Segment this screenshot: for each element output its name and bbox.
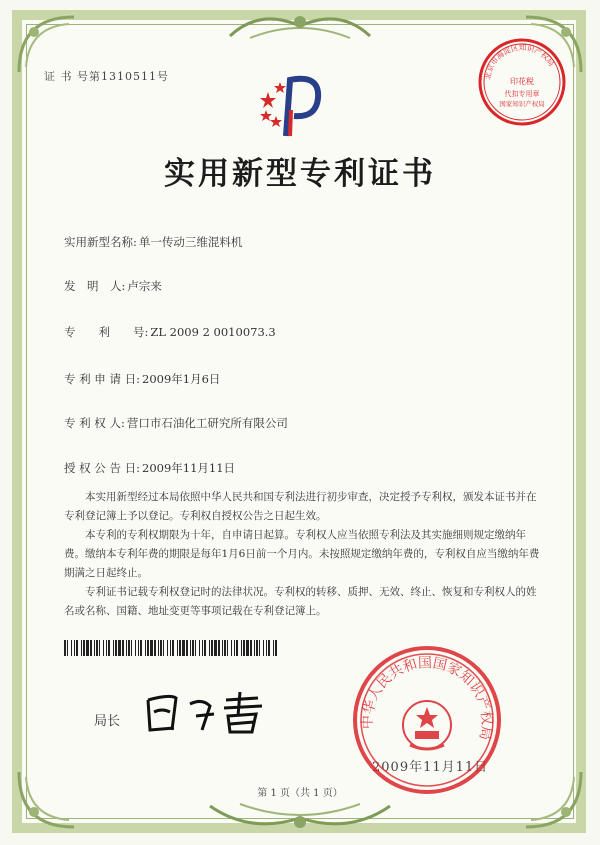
field-value: 营口市石油化工研究所有限公司 <box>126 416 288 430</box>
barcode-bar <box>81 640 82 656</box>
barcode-bar <box>192 640 194 656</box>
certificate-body <box>64 488 544 621</box>
barcode-bar <box>214 640 217 656</box>
barcode-bar <box>199 640 200 656</box>
barcode-bar <box>222 640 223 656</box>
national-ip-office-seal <box>352 645 502 795</box>
barcode-bar <box>103 640 104 656</box>
bottom-ornament <box>200 796 400 836</box>
field-utility-model-name <box>64 234 242 250</box>
barcode-bar <box>266 640 267 656</box>
seal-ring-text: 北京市海淀区知识产权局 <box>482 42 557 81</box>
seal-line-1: 代扣专用章 <box>504 90 540 98</box>
paragraph-legal-status: 专利证书记载专利权登记时的法律状况。专利权的转移、质押、无效、终止、恢复和专利权人的姓名或名称、国籍、地址变更等事项记载在专利登记簿上。 <box>64 586 537 617</box>
paragraph-grant: 本实用新型经过本局依照中华人民共和国专利法进行初步审查，决定授予专利权，颁发本证书并在专利登记簿上予以登记。专利权自授权公告之日起生效。 <box>64 491 537 522</box>
barcode-bar <box>74 640 75 656</box>
barcode-bar <box>273 640 274 656</box>
barcode-bar <box>99 640 100 656</box>
barcode-bar <box>64 640 66 656</box>
field-value: ZL 2009 2 0010073.3 <box>150 325 276 339</box>
barcode-bar <box>83 640 85 656</box>
field-grant-date <box>64 460 235 476</box>
barcode-bar <box>163 640 164 656</box>
barcode-bar <box>177 640 178 656</box>
barcode-bar <box>150 640 153 656</box>
barcode-bar <box>236 640 238 656</box>
barcode-bar <box>94 640 95 656</box>
barcode-bar <box>113 640 114 656</box>
barcode-bar <box>135 640 136 656</box>
barcode-bar <box>227 640 228 656</box>
barcode-bar <box>243 640 245 656</box>
barcode <box>64 640 279 656</box>
barcode-bar <box>241 640 242 656</box>
barcode-bar <box>86 640 89 656</box>
barcode-bar <box>234 640 235 656</box>
barcode-bar <box>186 640 188 656</box>
field-value: 2009年11月11日 <box>142 461 236 475</box>
director-signature <box>140 686 270 736</box>
field-value: 卢宗来 <box>127 279 162 293</box>
barcode-bar <box>254 640 255 656</box>
barcode-bar <box>115 640 117 656</box>
barcode-bar <box>147 640 149 656</box>
barcode-bar <box>71 640 72 656</box>
barcode-bar <box>179 640 181 656</box>
page-number: 第 1 页（共 1 页） <box>257 788 343 799</box>
barcode-bar <box>76 640 78 656</box>
barcode-bar <box>204 640 206 656</box>
field-label: 专 利 权 人: <box>64 416 125 430</box>
barcode-bar <box>106 640 107 656</box>
barcode-bar <box>211 640 213 656</box>
top-ornament <box>220 8 380 44</box>
barcode-bar <box>167 640 168 656</box>
barcode-bar <box>190 640 191 656</box>
barcode-bar <box>170 640 171 656</box>
barcode-bar <box>246 640 249 656</box>
field-inventor <box>64 278 162 294</box>
barcode-bar <box>263 640 264 656</box>
barcode-bar <box>90 640 92 656</box>
tax-stamp-seal <box>476 36 568 128</box>
barcode-bar <box>96 640 98 656</box>
barcode-bar <box>122 640 124 656</box>
national-emblem-icon <box>403 701 451 749</box>
barcode-bar <box>209 640 210 656</box>
issue-date: 2009年11月11日 <box>372 760 489 775</box>
barcode-bar <box>172 640 174 656</box>
field-label: 专 利 申 请 日: <box>64 372 140 386</box>
barcode-bar <box>259 640 260 656</box>
certificate-number: 证 书 号第1310511号 <box>44 70 169 83</box>
field-label: 专 利 号: <box>64 325 149 339</box>
paragraph-term: 本专利的专利权期限为十年，自申请日起算。专利权人应当依照专利法及其实施细则规定缴纳年费。缴纳本专利年费的期限是每年1月6日前一个月内。未按照规定缴纳年费的，专利权自应当缴纳年费期满之日起终止。 <box>64 529 540 579</box>
barcode-bar <box>126 640 127 656</box>
seal-center-text: 印花税 <box>510 77 534 86</box>
barcode-bar <box>128 640 130 656</box>
field-value: 2009年1月6日 <box>142 372 221 386</box>
barcode-bar <box>256 640 258 656</box>
certificate-title: 实用新型专利证书 <box>164 156 436 192</box>
barcode-bar <box>268 640 270 656</box>
barcode-bar <box>140 640 142 656</box>
barcode-bar <box>250 640 252 656</box>
barcode-bar <box>231 640 232 656</box>
field-patent-number <box>64 324 276 340</box>
barcode-bar <box>275 640 277 656</box>
barcode-bar <box>158 640 159 656</box>
barcode-bar <box>138 640 139 656</box>
field-label: 发 明 人: <box>64 279 126 293</box>
field-label: 授 权 公 告 日: <box>64 461 140 475</box>
barcode-bar <box>118 640 121 656</box>
barcode-bar <box>154 640 156 656</box>
field-application-date <box>64 371 220 387</box>
field-label: 实用新型名称: <box>64 235 137 249</box>
barcode-bar <box>195 640 196 656</box>
barcode-bar <box>202 640 203 656</box>
barcode-bar <box>67 640 68 656</box>
barcode-bar <box>224 640 226 656</box>
field-value: 单一传动三维混料机 <box>138 235 243 249</box>
seal-ring-text: 中华人民共和国国家知识产权局 <box>359 655 495 742</box>
field-patentee <box>64 415 288 431</box>
seal-line-2: 国家知识产权局 <box>499 100 545 108</box>
barcode-bar <box>108 640 110 656</box>
barcode-bar <box>160 640 162 656</box>
barcode-bar <box>131 640 132 656</box>
barcode-bar <box>145 640 146 656</box>
barcode-bar <box>218 640 220 656</box>
patent-office-logo <box>258 70 324 140</box>
barcode-bar <box>182 640 185 656</box>
director-label: 局长 <box>94 714 121 729</box>
